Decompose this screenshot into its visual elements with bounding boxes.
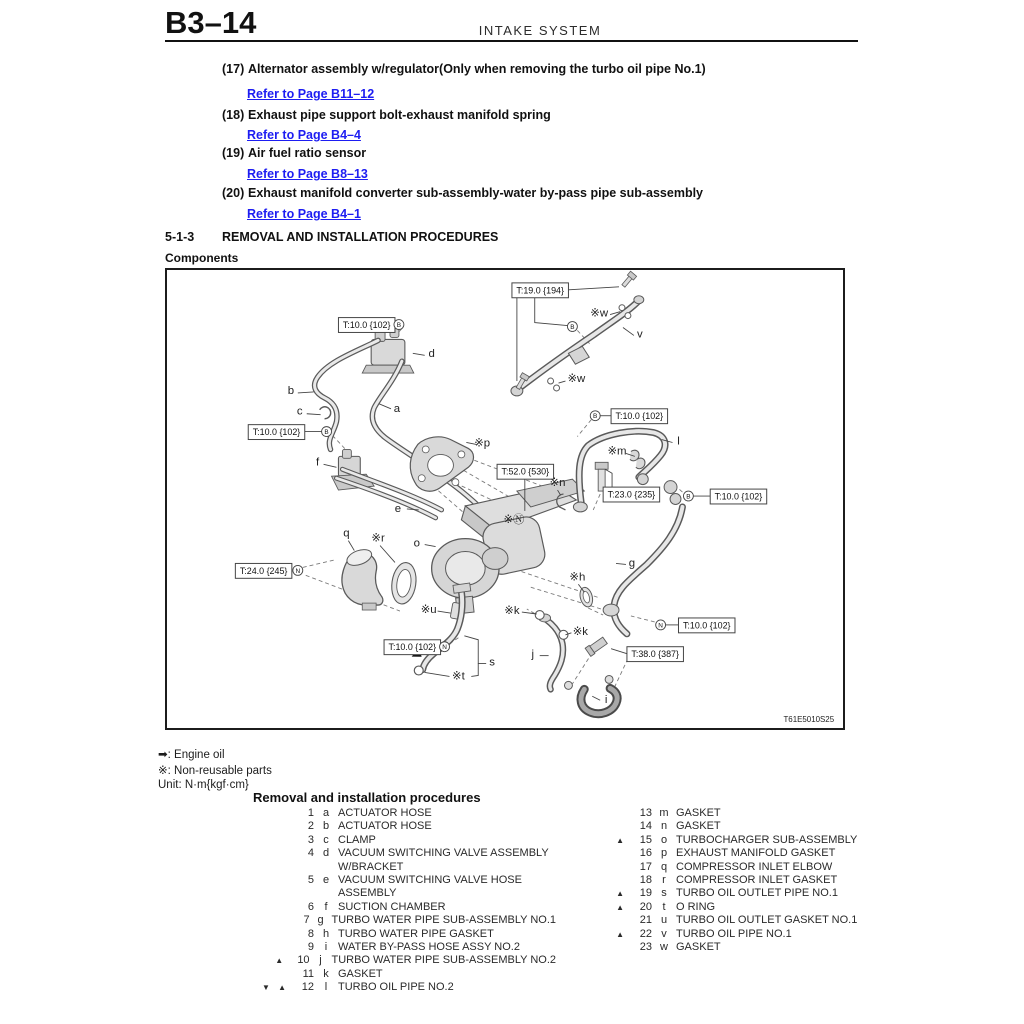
row-letter: e [322,874,330,887]
part-label-o: o [413,537,420,550]
row-letter: u [660,914,668,927]
part-label-v: v [636,328,643,341]
parts-row [594,941,894,954]
components-diagram-frame [165,268,845,730]
part-label-k: ※k [572,625,588,638]
row-number: 7 [303,914,310,927]
row-letter: s [661,887,667,900]
row-number: 2 [307,820,314,833]
row-name-line2: ASSEMBLY [338,887,397,900]
row-number: 9 [307,941,314,954]
nut-marker [293,565,303,575]
torque-callout [235,563,292,578]
row-name: SUCTION CHAMBER [338,900,446,913]
row-number: 1 [307,807,314,819]
part-label-u: ※u [420,604,437,617]
nut-marker-letter: N [442,644,447,652]
row-marker [594,861,634,874]
row-number: 13 [639,807,652,819]
parts-row [256,901,556,914]
row-number: 21 [639,914,652,927]
part-label-g: g [628,557,636,570]
part-label-j: j [531,648,535,661]
row-marker [256,914,293,927]
torque-callout [627,647,684,662]
row-letter: v [661,927,667,940]
row-letter: n [660,820,668,833]
part-label-h: ※h [569,571,586,584]
parts-row [594,861,894,874]
parts-row-continuation [256,861,556,874]
figure-code: T61E5010S25 [783,715,835,725]
nut-marker [656,620,666,630]
nut-marker-letter: N [658,622,663,630]
row-number: 15 [639,833,652,846]
row-letter: w [660,941,668,954]
torque-value: T:10.0 {102} [714,491,763,502]
row-letter: b [322,820,330,833]
torque-callout [710,489,767,504]
row-name: TURBOCHARGER SUB-ASSEMBLY [676,833,858,846]
parts-row [594,887,894,900]
row-number: 20 [639,900,652,913]
row-name: TURBO WATER PIPE SUB-ASSEMBLY NO.2 [331,954,556,967]
row-number: 11 [302,967,314,980]
row-name: COMPRESSOR INLET GASKET [676,874,838,887]
union-bolt [585,636,608,656]
parts-row [256,954,556,967]
row-name: TURBO OIL OUTLET GASKET NO.1 [676,914,858,927]
part-label-c: c [296,405,303,418]
part-label-r: ※r [371,532,385,545]
row-marker [256,834,296,847]
bolt-marker-letter: B [686,493,691,501]
legend-engine-oil: ➡: Engine oil [158,749,225,761]
row-number: 14 [639,820,652,833]
torque-value: T:10.0 {102} [682,620,731,631]
section-number: 5-1-3 [165,230,195,244]
torque-value: T:19.0 {194} [516,285,564,296]
row-letter: l [324,981,328,994]
parts-row [594,847,894,860]
row-marker [256,807,296,820]
legend-non-reusable: ※: Non-reusable parts [158,765,272,777]
page-title: INTAKE SYSTEM [478,23,602,38]
step-text: Air fuel ratio sensor [248,146,367,160]
parts-row [256,874,556,887]
part-label-s: s [489,656,495,669]
row-marker [256,928,296,941]
row-name: CLAMP [338,833,376,846]
part-label-f: f [316,456,320,469]
row-name: TURBO WATER PIPE GASKET [338,927,494,940]
row-letter: q [660,860,668,873]
part-label-d: d [428,348,435,361]
row-marker [594,807,634,820]
row-letter: r [662,874,666,887]
row-number: 18 [639,874,652,887]
row-name: O RING [676,900,716,913]
row-name-line2: W/BRACKET [338,860,404,873]
part-label-k: ※k [504,604,520,617]
torque-value: T:10.0 {102} [342,319,391,330]
parts-row [256,981,556,994]
page-code: B3–14 [165,5,257,40]
bolt-marker [322,427,332,437]
section-title: REMOVAL AND INSTALLATION PROCEDURES [222,230,499,244]
parts-list-left [256,807,556,995]
row-letter: p [660,847,668,860]
row-letter: d [322,847,330,860]
step-17 [222,62,706,76]
row-letter: o [660,833,668,846]
legend-unit: Unit: N·m{kgf·cm} [158,779,249,791]
part-label-w: ※w [590,307,609,320]
row-marker [256,820,296,833]
torque-value: T:24.0 {245} [239,565,288,576]
torque-value: T:10.0 {102} [615,411,664,422]
parts-row [594,834,894,847]
section-heading [165,230,498,244]
parts-row [594,807,894,820]
row-name: GASKET [338,967,383,980]
parts-row [256,834,556,847]
row-marker: ▲ [616,835,627,845]
parts-row [256,928,556,941]
torque-value: T:10.0 {102} [252,427,301,438]
row-number: 23 [639,941,652,954]
row-marker: ▲ [616,929,627,939]
row-letter: k [323,967,329,980]
row-letter: h [322,927,330,940]
bolt-marker-letter: B [396,321,402,329]
row-number: 4 [307,847,314,860]
row-name: TURBO OIL PIPE NO.1 [676,927,792,940]
torque-callout [603,487,660,502]
row-name: GASKET [676,941,721,954]
step-number: (19) [222,146,245,160]
bolt-marker [567,322,577,332]
parts-row [256,847,556,860]
row-marker [594,847,634,860]
torque-callout [497,464,554,479]
step-18 [222,108,551,122]
row-letter: t [662,900,666,913]
row-marker: ▲ [616,889,627,899]
row-letter: f [324,900,328,913]
row-name: TURBO OIL OUTLET PIPE NO.1 [676,887,838,900]
nut-marker-letter: N [295,567,301,575]
parts-row [594,820,894,833]
row-number: 19 [639,887,652,900]
row-number: 5 [307,874,314,887]
refer-link-b4-4[interactable]: Refer to Page B4–4 [247,128,361,142]
procedures-heading: Removal and installation procedures [253,790,481,805]
bolt-marker-letter: B [570,323,575,331]
parts-row [594,901,894,914]
components-label: Components [165,251,239,265]
step-number: (18) [222,108,245,122]
torque-value: T:10.0 {102} [388,642,437,653]
part-label-m: ※m [607,445,627,458]
part-label-b: b [287,384,295,397]
torque-callout [678,618,735,633]
row-number: 8 [307,927,314,940]
row-name: WATER BY-PASS HOSE ASSY NO.2 [338,941,520,954]
row-marker: ▲ [275,956,287,966]
row-number: 6 [307,900,314,913]
parts-row [256,820,556,833]
refer-link-b8-13[interactable]: Refer to Page B8–13 [247,167,368,181]
part-label-e: e [394,502,402,515]
row-number: 3 [307,833,314,846]
row-marker [594,941,634,954]
step-19 [222,146,366,160]
row-marker [594,914,634,927]
row-name: COMPRESSOR INLET ELBOW [676,860,833,873]
step-number: (17) [222,62,245,76]
header-rule [165,40,858,42]
row-letter: j [319,954,322,967]
row-marker: ▼ ▲ [261,983,289,993]
row-marker [594,874,634,887]
parts-row [256,914,556,927]
parts-list-right [594,807,894,954]
torque-callout [248,425,305,440]
row-number: 10 [297,954,310,967]
torque-value: T:23.0 {235} [607,489,656,500]
row-letter: m [659,807,669,819]
row-marker [256,968,296,981]
step-20 [222,186,703,200]
torque-callout [384,640,441,655]
torque-callout [338,318,395,333]
nonreusable-nut-marker: ※Ⓝ [503,513,525,526]
row-name: ACTUATOR HOSE [338,807,432,819]
row-number: 17 [639,860,652,873]
row-letter: c [323,833,329,846]
part-label-w: ※w [567,373,586,386]
row-name: TURBO OIL PIPE NO.2 [338,981,454,994]
nut-marker [440,642,450,652]
part-label-l: l [677,435,680,448]
row-name: ACTUATOR HOSE [338,820,432,833]
row-name: GASKET [676,820,721,833]
row-marker [594,820,634,833]
refer-link-b4-1[interactable]: Refer to Page B4–1 [247,207,361,221]
parts-row-continuation [256,887,556,900]
row-name: VACUUM SWITCHING VALVE HOSE [338,874,522,887]
part-label-q: q [343,527,350,540]
bolt [620,271,636,288]
part-label-i: i [604,694,608,707]
parts-row [594,928,894,941]
part-label-p: ※p [474,437,491,450]
step-text: Alternator assembly w/regulator(Only when removing the turbo oil pipe No.1) [248,62,706,76]
exploded-view-diagram [167,270,843,728]
bolt-marker [683,491,693,501]
bolt-marker [590,411,600,421]
row-marker [256,901,296,914]
part-label-t: ※t [452,670,465,683]
torque-callouts [235,283,766,662]
row-number: 16 [639,847,652,860]
step-number: (20) [222,186,245,200]
row-name: GASKET [676,807,721,819]
row-marker [256,941,296,954]
row-name: VACUUM SWITCHING VALVE ASSEMBLY [338,847,549,860]
part-label-n: ※n [549,477,566,490]
row-marker [256,874,296,887]
row-number: 22 [639,927,652,940]
row-letter: i [324,941,328,954]
bolt-marker-letter: B [593,413,598,421]
step-text: Exhaust pipe support bolt-exhaust manifold spring [248,108,551,122]
bolt-marker [394,320,404,330]
parts-row [594,914,894,927]
row-name: EXHAUST MANIFOLD GASKET [676,847,836,860]
parts-row [256,807,556,820]
torque-callout [611,409,668,424]
torque-callout [512,283,569,298]
step-text: Exhaust manifold converter sub-assembly-water by-pass pipe sub-assembly [248,186,704,200]
row-name: TURBO WATER PIPE SUB-ASSEMBLY NO.1 [331,914,556,927]
parts-row [256,968,556,981]
torque-value: T:52.0 {530} [501,466,550,477]
row-number: 12 [301,981,314,994]
refer-link-b11-12[interactable]: Refer to Page B11–12 [247,87,375,101]
row-marker: ▲ [616,902,627,912]
row-letter: a [322,807,330,819]
row-marker [256,847,296,860]
torque-value: T:38.0 {387} [631,649,679,660]
parts-row [256,941,556,954]
bolt-marker-letter: B [324,428,329,436]
row-letter: g [317,914,324,927]
part-label-a: a [393,402,401,415]
parts-row [594,874,894,887]
